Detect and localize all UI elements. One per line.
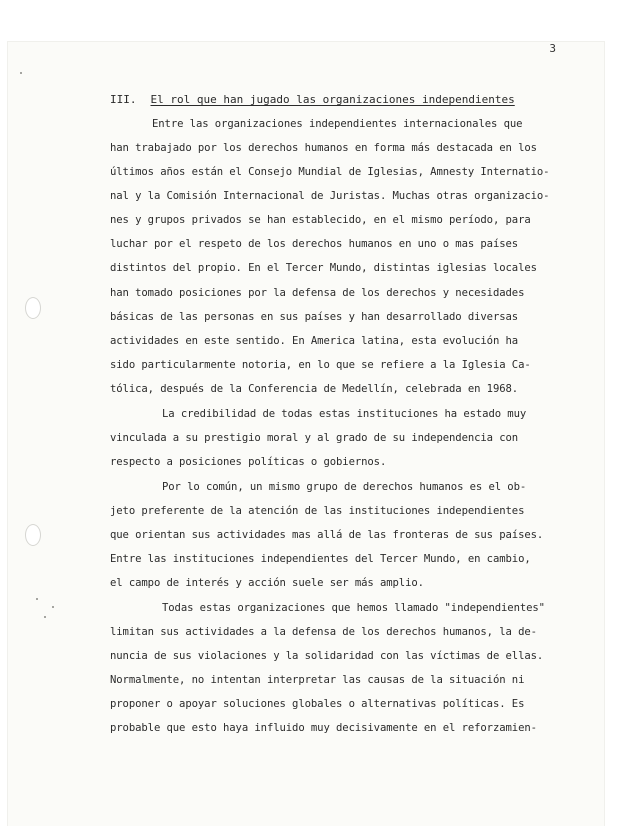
text-line: probable que esto haya influido muy decisivamente en el reforzamien- — [110, 722, 537, 734]
text-line: Entre las instituciones independientes del Tercer Mundo, en cambio, — [110, 553, 531, 565]
text-line: distintos del propio. En el Tercer Mundo, distintas iglesias locales — [110, 262, 537, 274]
text-line: han tomado posiciones por la defensa de los derechos y necesidades — [110, 287, 525, 299]
text-line: nal y la Comisión Internacional de Juristas. Muchas otras organizacio- — [110, 190, 550, 202]
section-heading — [110, 93, 515, 106]
punch-hole-upper — [25, 297, 41, 319]
text-line: nes y grupos privados se han establecido, en el mismo período, para — [110, 214, 531, 226]
section-number: III. — [110, 93, 137, 106]
text-line: luchar por el respeto de los derechos humanos en uno o mas países — [110, 238, 519, 250]
text-line: han trabajado por los derechos humanos en forma más destacada en los — [110, 142, 537, 154]
text-line: vinculada a su prestigio moral y al grado de su independencia con — [110, 432, 519, 444]
text-line: Normalmente, no intentan interpretar las causas de la situación ni — [110, 674, 525, 686]
text-line: sido particularmente notoria, en lo que se refiere a la Iglesia Ca- — [110, 359, 531, 371]
text-line: proponer o apoyar soluciones globales o alternativas políticas. Es — [110, 698, 525, 710]
punch-hole-lower — [25, 524, 41, 546]
scan-speck — [36, 598, 38, 600]
page-number: 3 — [549, 42, 556, 55]
text-line: básicas de las personas en sus países y han desarrollado diversas — [110, 311, 519, 323]
scan-speck — [52, 606, 54, 608]
text-line: jeto preferente de la atención de las instituciones independientes — [110, 505, 525, 517]
text-line: el campo de interés y acción suele ser más amplio. — [110, 577, 424, 589]
section-title: El rol que han jugado las organizaciones independientes — [150, 93, 515, 106]
text-line: Entre las organizaciones independientes internacionales que — [152, 118, 523, 130]
text-line: nuncia de sus violaciones y la solidaridad con las víctimas de ellas. — [110, 650, 544, 662]
scan-speck — [20, 72, 22, 74]
text-line: limitan sus actividades a la defensa de los derechos humanos, la de- — [110, 626, 537, 638]
text-line: últimos años están el Consejo Mundial de Iglesias, Amnesty Internatio- — [110, 166, 550, 178]
text-line: Todas estas organizaciones que hemos llamado "independientes" — [162, 602, 545, 614]
text-line: tólica, después de la Conferencia de Medellín, celebrada en 1968. — [110, 383, 519, 395]
text-line: respecto a posiciones políticas o gobiernos. — [110, 456, 387, 468]
text-line: La credibilidad de todas estas instituciones ha estado muy — [162, 408, 527, 420]
text-line: que orientan sus actividades mas allá de las fronteras de sus países. — [110, 529, 544, 541]
text-line: actividades en este sentido. En America latina, esta evolución ha — [110, 335, 519, 347]
scan-speck — [44, 616, 46, 618]
text-line: Por lo común, un mismo grupo de derechos humanos es el ob- — [162, 481, 527, 493]
